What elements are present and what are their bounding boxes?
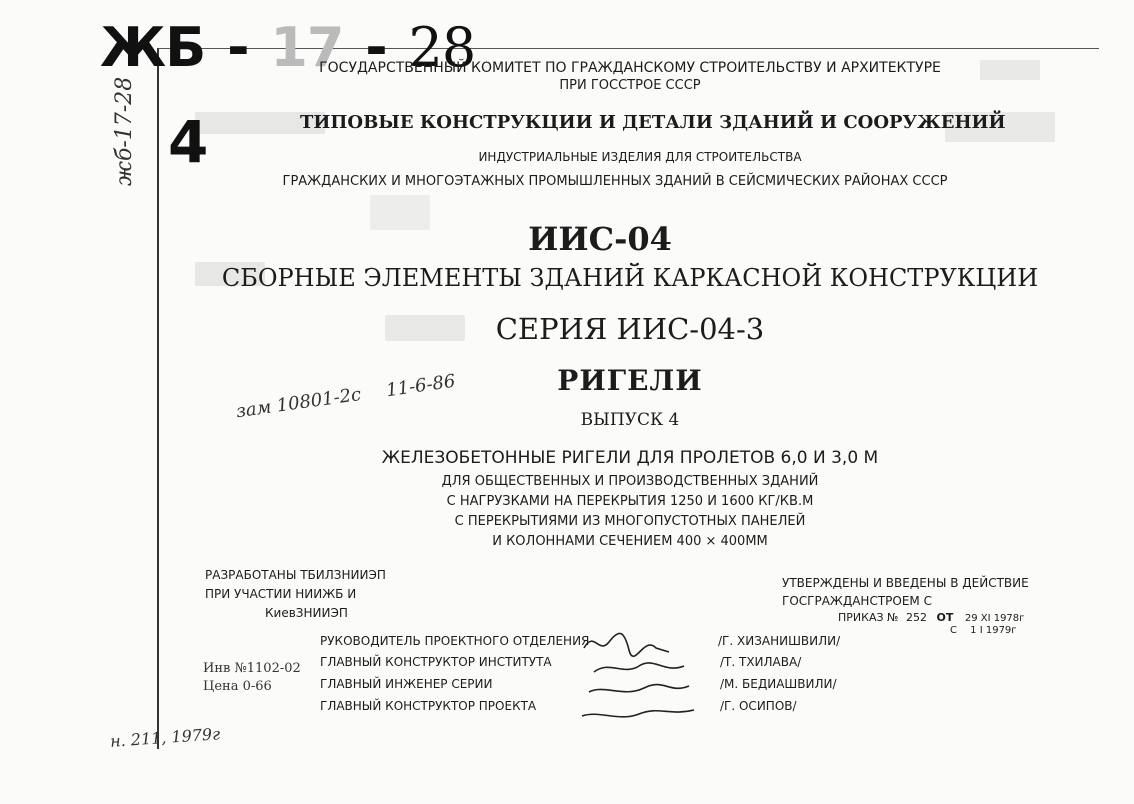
stamp-dash: - xyxy=(365,16,387,79)
stamp-number-2: 28 xyxy=(408,16,476,79)
description-line-2: ДЛЯ ОБЩЕСТВЕННЫХ И ПРОИЗВОДСТВЕННЫХ ЗДАНИЙ xyxy=(441,474,819,489)
signature-name: /Г. ОСИПОВ/ xyxy=(720,699,797,713)
volume-number: 4 xyxy=(168,108,209,176)
stamp-dash: - xyxy=(227,16,249,79)
order-date: 29 XI 1978г xyxy=(964,613,1025,624)
description-line-1: ЖЕЛЕЗОБЕТОННЫЕ РИГЕЛИ ДЛЯ ПРОЛЕТОВ 6,0 И 3,0 М xyxy=(381,448,879,468)
issue-number: ВЫПУСК 4 xyxy=(580,410,680,430)
document-name: СБОРНЫЕ ЭЛЕМЕНТЫ ЗДАНИЙ КАРКАСНОЙ КОНСТРУКЦИИ xyxy=(221,264,1039,292)
product-title: РИГЕЛИ xyxy=(557,364,703,397)
effective-prefix: С xyxy=(950,625,957,636)
document-code: ИИС-04 xyxy=(528,220,672,258)
effective-date: 1 I 1979г xyxy=(970,625,1017,636)
signature-name: /М. БЕДИАШВИЛИ/ xyxy=(720,677,837,691)
inventory-block xyxy=(203,660,301,696)
committee-line-2: ПРИ ГОССТРОЕ СССР xyxy=(559,78,701,93)
signature-name: /Г. ХИЗАНИШВИЛИ/ xyxy=(718,634,841,648)
handwritten-ref-date: 11-6-86 xyxy=(384,370,457,402)
signature-block xyxy=(320,630,880,730)
committee-line-1: ГОСУДАРСТВЕННЫЙ КОМИТЕТ ПО ГРАЖДАНСКОМУ СТРОИТЕЛЬСТВУ И АРХИТЕКТУРЕ xyxy=(319,60,941,76)
signature-role: ГЛАВНЫЙ КОНСТРУКТОР ПРОЕКТА xyxy=(320,699,537,713)
description-line-3: С НАГРУЗКАМИ НА ПЕРЕКРЫТИЯ 1250 И 1600 КГ/КВ.М xyxy=(446,494,814,509)
collection-title: ТИПОВЫЕ КОНСТРУКЦИИ И ДЕТАЛИ ЗДАНИЙ И СООРУЖЕНИЙ xyxy=(300,112,1006,133)
approval-line-2: ГОСГРАЖДАНСТРОЕМ С xyxy=(782,594,932,608)
order-from: ОТ xyxy=(936,611,954,624)
signature-name: /Т. ТХИЛАВА/ xyxy=(720,655,802,669)
signature-role: РУКОВОДИТЕЛЬ ПРОЕКТНОГО ОТДЕЛЕНИЯ xyxy=(320,634,590,648)
stamp-number-1: 17 xyxy=(270,16,344,79)
series-title: СЕРИЯ ИИС-04-3 xyxy=(495,312,765,346)
developer-line-1: РАЗРАБОТАНЫ ТБИЛЗНИИЭП xyxy=(205,568,386,582)
subtitle-line-2: ГРАЖДАНСКИХ И МНОГОЭТАЖНЫХ ПРОМЫШЛЕННЫХ ЗДАНИЙ В СЕЙСМИЧЕСКИХ РАЙОНАХ СССР xyxy=(282,174,948,189)
bottom-handwritten-note: н. 211, 1979г xyxy=(109,724,221,751)
signature-scribbles xyxy=(574,630,714,730)
stamp-prefix: ЖБ xyxy=(100,16,206,79)
handwritten-ref-number: зам 10801-2с xyxy=(234,383,363,423)
description-line-4: С ПЕРЕКРЫТИЯМИ ИЗ МНОГОПУСТОТНЫХ ПАНЕЛЕЙ xyxy=(454,514,806,529)
inventory-number: Инв №1102-02 xyxy=(203,661,301,676)
description-line-5: И КОЛОННАМИ СЕЧЕНИЕМ 400 × 400ММ xyxy=(492,534,768,549)
approval-line-1: УТВЕРЖДЕНЫ И ВВЕДЕНЫ В ДЕЙСТВИЕ xyxy=(782,576,1029,590)
developer-block xyxy=(205,566,386,623)
effective-line xyxy=(950,625,1017,636)
subtitle-line-1: ИНДУСТРИАЛЬНЫЕ ИЗДЕЛИЯ ДЛЯ СТРОИТЕЛЬСТВА xyxy=(478,150,802,164)
vertical-code-note: жб-17-28 xyxy=(112,76,137,186)
order-line xyxy=(838,611,1024,624)
signature-role: ГЛАВНЫЙ КОНСТРУКТОР ИНСТИТУТА xyxy=(320,655,552,669)
approval-block xyxy=(782,574,1029,610)
developer-line-2: ПРИ УЧАСТИИ НИИЖБ И xyxy=(205,587,357,601)
order-number: 252 xyxy=(905,611,927,624)
order-label: ПРИКАЗ № xyxy=(838,611,899,624)
inventory-price: Цена 0-66 xyxy=(203,679,272,694)
signature-role: ГЛАВНЫЙ ИНЖЕНЕР СЕРИИ xyxy=(320,677,493,691)
developer-line-3: КиевЗНИИЭП xyxy=(265,606,348,620)
